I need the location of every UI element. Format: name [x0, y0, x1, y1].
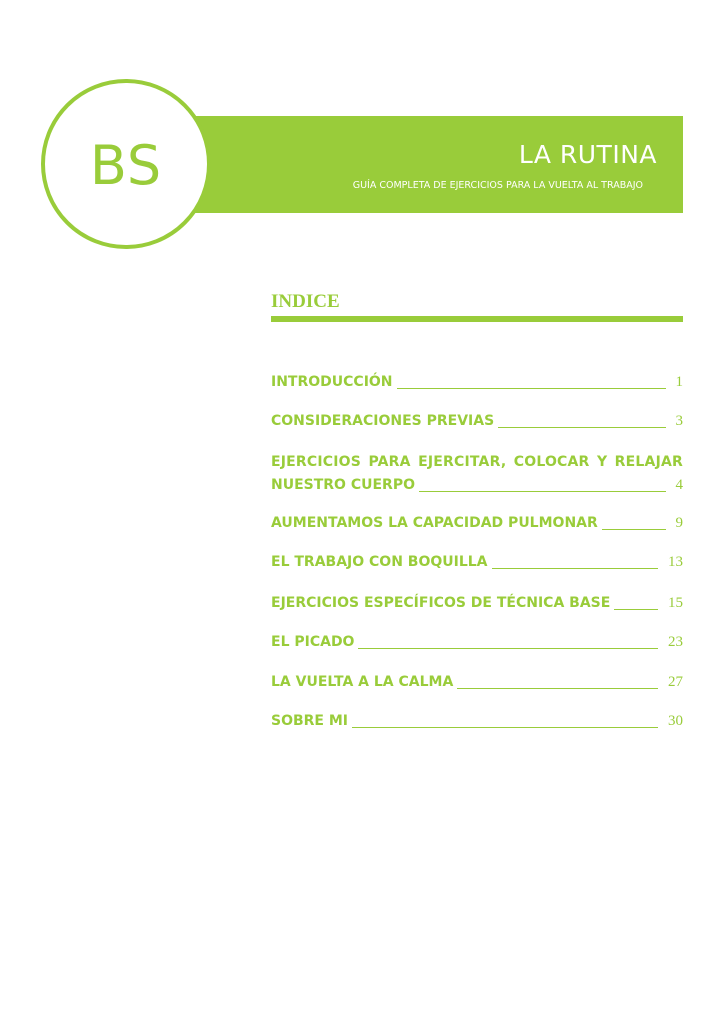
toc-word: PARA: [368, 454, 411, 470]
toc-page-number: 27: [668, 674, 683, 690]
index-heading: INDICE: [271, 291, 340, 312]
index-heading-rule: [271, 316, 683, 322]
logo-badge: [41, 79, 211, 249]
toc-entry-label-line1: [271, 452, 683, 472]
toc-leader-line: [352, 726, 658, 728]
toc-entry-sobre-mi[interactable]: [271, 711, 683, 731]
toc-entry-label: NUESTRO CUERPO: [271, 477, 415, 493]
toc-entry-label: SOBRE MI: [271, 713, 349, 729]
toc-page-number: 9: [675, 515, 683, 531]
toc-page-number: 4: [675, 477, 683, 493]
toc-entry-trabajo-boquilla[interactable]: [271, 552, 683, 572]
toc-leader-line: [492, 567, 658, 569]
toc-entry-label: AUMENTAMOS LA CAPACIDAD PULMONAR: [271, 515, 598, 531]
toc-page-number: 15: [668, 595, 683, 611]
toc-entry-introduccion[interactable]: [271, 372, 683, 392]
toc-page-number: 13: [668, 554, 683, 570]
toc-leader-line: [498, 426, 665, 428]
toc-page-number: 30: [668, 713, 683, 729]
toc-entry-capacidad-pulmonar[interactable]: [271, 513, 683, 533]
toc-entry-label: CONSIDERACIONES PREVIAS: [271, 413, 495, 429]
toc-word: COLOCAR: [513, 454, 590, 470]
logo-text: BS: [89, 133, 163, 197]
toc-page-number: 3: [675, 413, 683, 429]
toc-word: EJERCICIOS: [271, 454, 362, 470]
toc-entry-consideraciones-previas[interactable]: [271, 411, 683, 431]
toc-leader-line: [397, 387, 666, 389]
toc-entry-el-picado[interactable]: [271, 632, 683, 652]
toc-entry-tecnica-base[interactable]: [271, 593, 683, 613]
toc-entry-label: INTRODUCCIÓN: [271, 374, 393, 390]
toc-leader-line: [457, 687, 658, 689]
toc-word: Y: [596, 454, 608, 470]
toc-leader-line: [419, 490, 666, 492]
toc-entry-vuelta-calma[interactable]: [271, 672, 683, 692]
toc-page-number: 23: [668, 634, 683, 650]
toc-leader-line: [614, 608, 658, 610]
title-banner: [190, 116, 683, 213]
toc-leader-line: [602, 528, 666, 530]
toc-word: EJERCITAR,: [418, 454, 507, 470]
document-title: LA RUTINA: [518, 140, 657, 169]
toc-entry-label: EL TRABAJO CON BOQUILLA: [271, 554, 488, 570]
document-subtitle: GUÍA COMPLETA DE EJERCICIOS PARA LA VUELTA AL TRABAJO: [352, 180, 643, 191]
toc-word: RELAJAR: [614, 454, 683, 470]
toc-entry-ejercicios-cuerpo[interactable]: [271, 452, 683, 495]
toc-leader-line: [358, 647, 658, 649]
toc-page-number: 1: [675, 374, 683, 390]
toc-entry-label: LA VUELTA A LA CALMA: [271, 674, 454, 690]
toc-entry-label: EJERCICIOS ESPECÍFICOS DE TÉCNICA BASE: [271, 595, 611, 611]
toc-entry-label: EL PICADO: [271, 634, 355, 650]
